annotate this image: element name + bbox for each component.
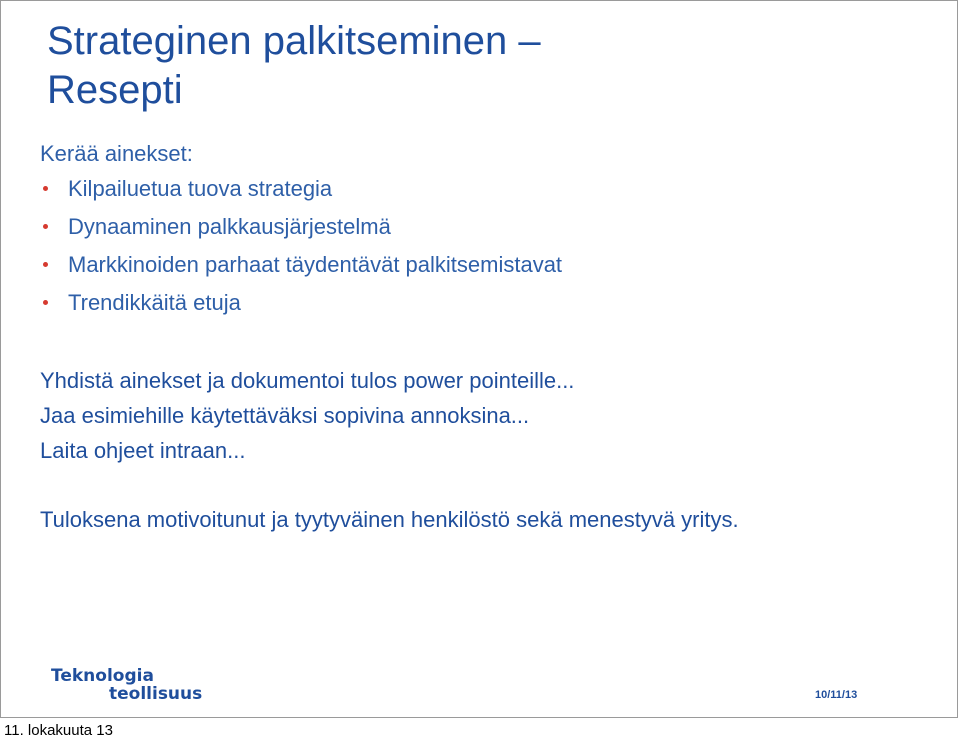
- title-line-2: Resepti: [47, 68, 183, 112]
- bullet-dot-icon: [43, 186, 48, 191]
- result-text: Tuloksena motivoitunut ja tyytyväinen henkilöstö sekä menestyvä yritys.: [40, 507, 739, 532]
- list-item-text: Trendikkäitä etuja: [68, 290, 241, 315]
- bullet-dot-icon: [43, 262, 48, 267]
- ingredients-list: [40, 176, 562, 328]
- ingredients-label: Kerää ainekset:: [40, 141, 193, 166]
- step-line: Yhdistä ainekset ja dokumentoi tulos power pointeille...: [40, 368, 575, 393]
- footer-date: 11. lokakuuta 13: [4, 722, 113, 739]
- list-item: [40, 214, 562, 252]
- teknologiateollisuus-logo: [51, 667, 202, 703]
- logo-line-2: teollisuus: [109, 684, 203, 704]
- bullet-dot-icon: [43, 224, 48, 229]
- list-item-text: Markkinoiden parhaat täydentävät palkitsemistavat: [68, 252, 563, 277]
- slide-date: 10/11/13: [815, 689, 858, 701]
- list-item: [40, 252, 562, 290]
- title-line-1: Strateginen palkitseminen –: [47, 19, 541, 63]
- step-line: Laita ohjeet intraan...: [40, 438, 246, 463]
- steps-block: [40, 363, 574, 468]
- logo-line-1: Teknologia: [51, 666, 154, 686]
- list-item-text: Kilpailuetua tuova strategia: [68, 176, 333, 201]
- slide-title: [47, 17, 541, 115]
- step-line: Jaa esimiehille käytettäväksi sopivina annoksina...: [40, 403, 530, 428]
- list-item: [40, 176, 562, 214]
- list-item: [40, 290, 562, 328]
- list-item-text: Dynaaminen palkkausjärjestelmä: [68, 214, 391, 239]
- bullet-dot-icon: [43, 300, 48, 305]
